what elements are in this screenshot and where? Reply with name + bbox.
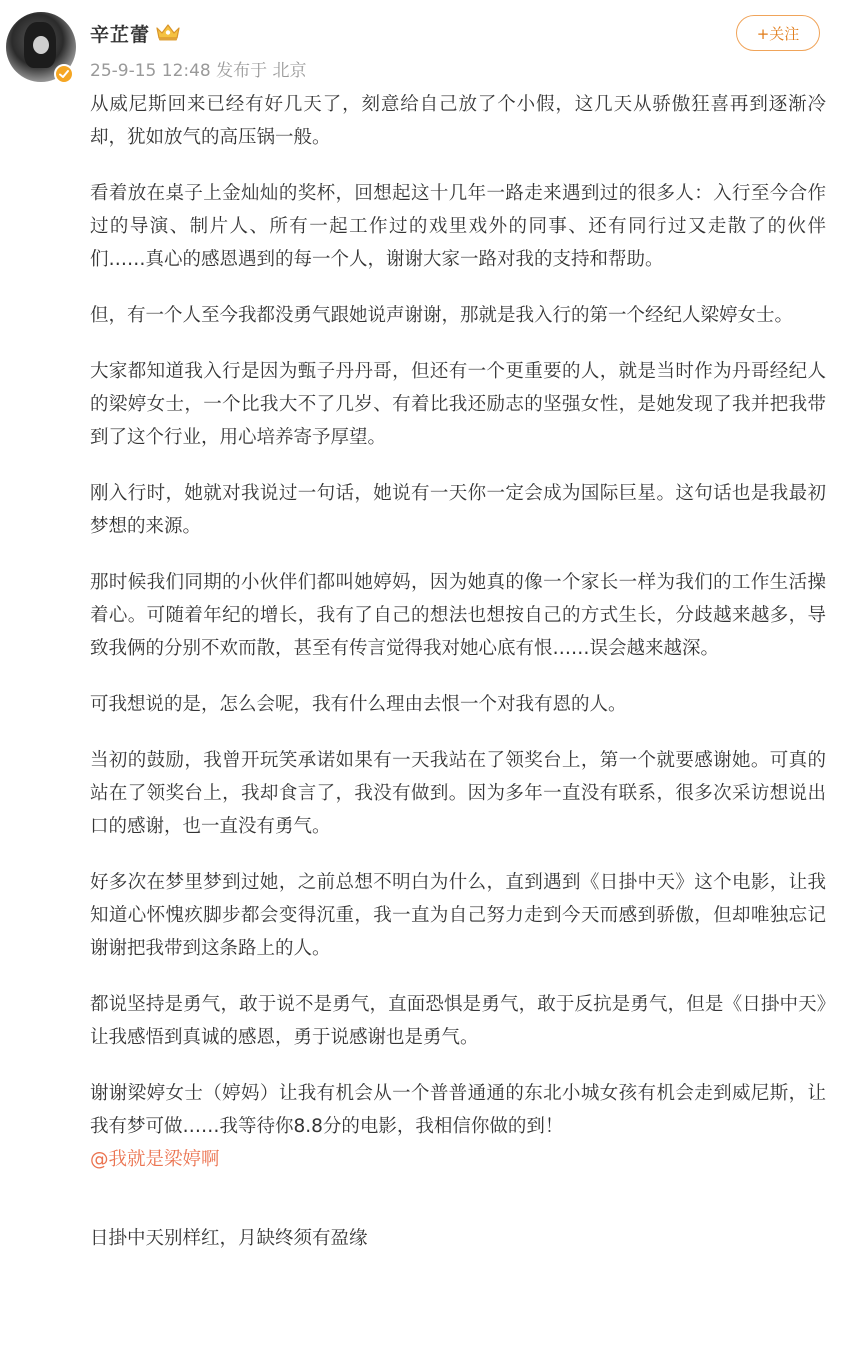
avatar-face-shape bbox=[33, 36, 49, 54]
follow-button[interactable]: +关注 bbox=[736, 15, 820, 51]
post-paragraph: 刚入行时，她就对我说过一句话，她说有一天你一定会成为国际巨星。这句话也是我最初梦想的来源。 bbox=[90, 483, 826, 537]
post-paragraph: 大家都知道我入行是因为甄子丹丹哥，但还有一个更重要的人，就是当时作为丹哥经纪人的梁婷女士，一个比我大不了几岁、有着比我还励志的坚强女性，是她发现了我并把我带到了这个行业，用心培养寄予厚望。 bbox=[90, 361, 826, 448]
vip-crown-icon bbox=[155, 22, 181, 42]
post-paragraph: 谢谢梁婷女士（婷妈）让我有机会从一个普普通通的东北小城女孩有机会走到威尼斯，让我有梦可做……我等待你8.8分的电影，我相信你做的到！ bbox=[90, 1083, 826, 1137]
post-content bbox=[90, 88, 826, 1255]
post-paragraph: 好多次在梦里梦到过她，之前总想不明白为什么，直到遇到《日掛中天》这个电影，让我知道心怀愧疚脚步都会变得沉重，我一直为自己努力走到今天而感到骄傲，但却唯独忘记谢谢把我带到这条路上的人。 bbox=[90, 872, 826, 959]
post-meta: 25-9-15 12:48 发布于 北京 bbox=[90, 61, 307, 81]
post-paragraph: 可我想说的是，怎么会呢，我有什么理由去恨一个对我有恩的人。 bbox=[90, 694, 627, 715]
mention-link[interactable]: @我就是梁婷啊 bbox=[90, 1149, 220, 1170]
post-paragraph: 看着放在桌子上金灿灿的奖杯，回想起这十几年一路走来遇到过的很多人：入行至今合作过的导演、制片人、所有一起工作过的戏里戏外的同事、还有同行过又走散了的伙伴们……真心的感恩遇到的每一个人，谢谢大家一路对我的支持和帮助。 bbox=[90, 183, 826, 270]
post-paragraph: 从威尼斯回来已经有好几天了，刻意给自己放了个小假，这几天从骄傲狂喜再到逐渐冷却，犹如放气的高压锅一般。 bbox=[90, 94, 826, 148]
post-header bbox=[0, 0, 844, 92]
post-paragraph: 但，有一个人至今我都没勇气跟她说声谢谢，那就是我入行的第一个经纪人梁婷女士。 bbox=[90, 305, 794, 326]
username[interactable]: 辛芷蕾 bbox=[90, 24, 151, 46]
post-paragraph: 当初的鼓励，我曾开玩笑承诺如果有一天我站在了领奖台上，第一个就要感谢她。可真的站在了领奖台上，我却食言了，我没有做到。因为多年一直没有联系，很多次采访想说出口的感谢，也一直没有勇气。 bbox=[90, 750, 826, 837]
post-paragraph: 都说坚持是勇气，敢于说不是勇气，直面恐惧是勇气，敢于反抗是勇气，但是《日掛中天》让我感悟到真诚的感恩，勇于说感谢也是勇气。 bbox=[90, 994, 826, 1048]
verified-badge-icon bbox=[54, 64, 74, 84]
post-paragraph: 那时候我们同期的小伙伴们都叫她婷妈，因为她真的像一个家长一样为我们的工作生活操着心。可随着年纪的增长，我有了自己的想法也想按自己的方式生长，分歧越来越多，导致我俩的分别不欢而散，甚至有传言觉得我对她心底有恨……误会越来越深。 bbox=[90, 572, 826, 659]
post-paragraph-last: 日掛中天别样红，月缺终须有盈缘 bbox=[90, 1228, 368, 1249]
